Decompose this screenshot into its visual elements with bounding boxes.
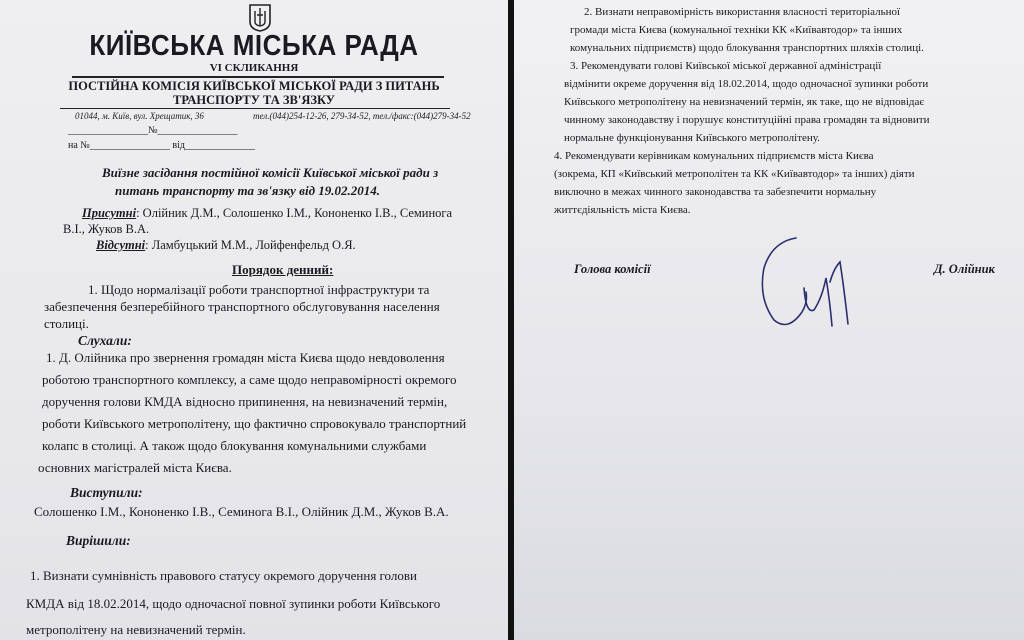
item2-line-3: комунальних підприємств) щодо блокування транспортних шляхів столиці.: [570, 42, 924, 54]
agenda-line-2: забезпечення безперебійного транспортного обслуговування населення: [44, 299, 440, 314]
item2-line-2: громади міста Києва (комунальної техніки КК «Київавтодор» та інших: [570, 24, 903, 36]
meeting-title-line-2: питань транспорту та зв'язку від 19.02.2014.: [115, 183, 381, 198]
decided-line-1: 1. Визнати сумнівність правового статусу окремого доручення голови: [30, 568, 417, 583]
heard-line-1: 1. Д. Олійника про звернення громадян міста Києва щодо невдоволення: [46, 350, 445, 365]
item3-line-4: чинному законодавству і порушує конституційні права громадян та відновити: [564, 114, 930, 126]
item3-line-3: Київського метрополітену на невизначений термін, як таке, що не відповідає: [564, 96, 925, 108]
ref-date-label: від: [172, 140, 185, 151]
heard-line-4: роботи Київського метрополітену, що фактично спровокувало транспортний: [42, 416, 467, 431]
right-page: [514, 0, 1024, 640]
committee-line-2: ТРАНСПОРТУ ТА ЗВ'ЯЗКУ: [173, 93, 335, 107]
header-rule-bottom: [60, 108, 450, 109]
left-page: [0, 0, 508, 640]
present-names: : Олійник Д.М., Солошенко І.М., Кононенко І.В., Семинога: [136, 206, 453, 220]
ref-incoming-field: на №________________ від______________: [68, 140, 255, 151]
agenda-line-3: столиці.: [44, 316, 89, 331]
item4-line-2: (зокрема, КП «Київський метрополітен та КК «Київавтодор» та інших) діяти: [554, 168, 915, 180]
signature-icon: [744, 228, 864, 338]
meeting-title-line-1: Виїзне засідання постійної комісії Київської міської ради з: [102, 165, 439, 180]
present-line-2: В.І., Жуков В.А.: [63, 222, 150, 236]
absent-label: Відсутні: [96, 238, 146, 252]
item3-line-2: відмінити окреме доручення від 18.02.2014, щодо одночасної зупинки роботи: [564, 78, 929, 90]
decided-heading: Вирішили:: [66, 533, 131, 548]
council-name: КИЇВСЬКА МІСЬКА РАДА: [89, 28, 419, 62]
heard-heading: Слухали:: [78, 333, 132, 348]
present-label: Присутні: [82, 206, 137, 220]
agenda-heading: Порядок денний:: [232, 262, 334, 277]
item4-line-1: 4. Рекомендувати керівникам комунальних підприємств міста Києва: [554, 150, 874, 162]
header-rule-top: [72, 76, 444, 78]
heard-line-6: основних магістралей міста Києва.: [38, 460, 232, 475]
speakers-heading: Виступили:: [70, 485, 143, 500]
chair-label: Голова комісії: [574, 262, 651, 276]
item4-line-3: виключно в межах чинного законодавства та забезпечити нормальну: [554, 186, 877, 198]
heard-line-5: колапс в столиці. А також щодо блокування комунальними службами: [42, 438, 427, 453]
chair-name: Д. Олійник: [934, 262, 995, 276]
committee-line-1: ПОСТІЙНА КОМІСІЯ КИЇВСЬКОЇ МІСЬКОЇ РАДИ З ПИТАНЬ: [68, 79, 440, 93]
office-phone: тел.(044)254-12-26, 279-34-52, тел./факс:(044)279-34-52: [253, 111, 471, 121]
speakers-names: Солошенко І.М., Кононенко І.В., Семинога В.І., Олійник Д.М., Жуков В.А.: [34, 504, 449, 519]
decided-line-2: КМДА від 18.02.2014, щодо одночасної повної зупинки роботи Київського: [26, 596, 441, 611]
heard-line-2: роботою транспортного комплексу, а саме щодо неправомірності окремого: [42, 372, 457, 387]
ref-incoming-label: на №: [68, 140, 90, 151]
ref-number-field: ________________№________________: [68, 125, 238, 136]
heard-line-3: доручення голови КМДА відносно припинення, на невизначений термін,: [42, 394, 448, 409]
item3-line-1: 3. Рекомендувати голові Київської міської державної адміністрації: [570, 60, 882, 72]
convocation: VI СКЛИКАННЯ: [209, 62, 299, 74]
present-line-1: [82, 206, 452, 221]
item2-line-1: 2. Визнати неправомірність використання власності територіальної: [584, 6, 901, 18]
decided-line-3: метрополітену на невизначений термін.: [26, 622, 246, 637]
item3-line-5: нормальне функціонування Київського метрополітену.: [564, 132, 820, 144]
item4-line-4: життєдіяльність міста Києва.: [554, 204, 691, 216]
agenda-line-1: 1. Щодо нормалізації роботи транспортної інфраструктури та: [88, 282, 430, 297]
absent-line: [96, 238, 356, 253]
office-address: 01044, м. Київ, вул. Хрещатик, 36: [75, 111, 204, 121]
ref-number-label: №: [148, 125, 158, 136]
absent-names: : Ламбуцький М.М., Лойфенфельд О.Я.: [145, 238, 356, 252]
